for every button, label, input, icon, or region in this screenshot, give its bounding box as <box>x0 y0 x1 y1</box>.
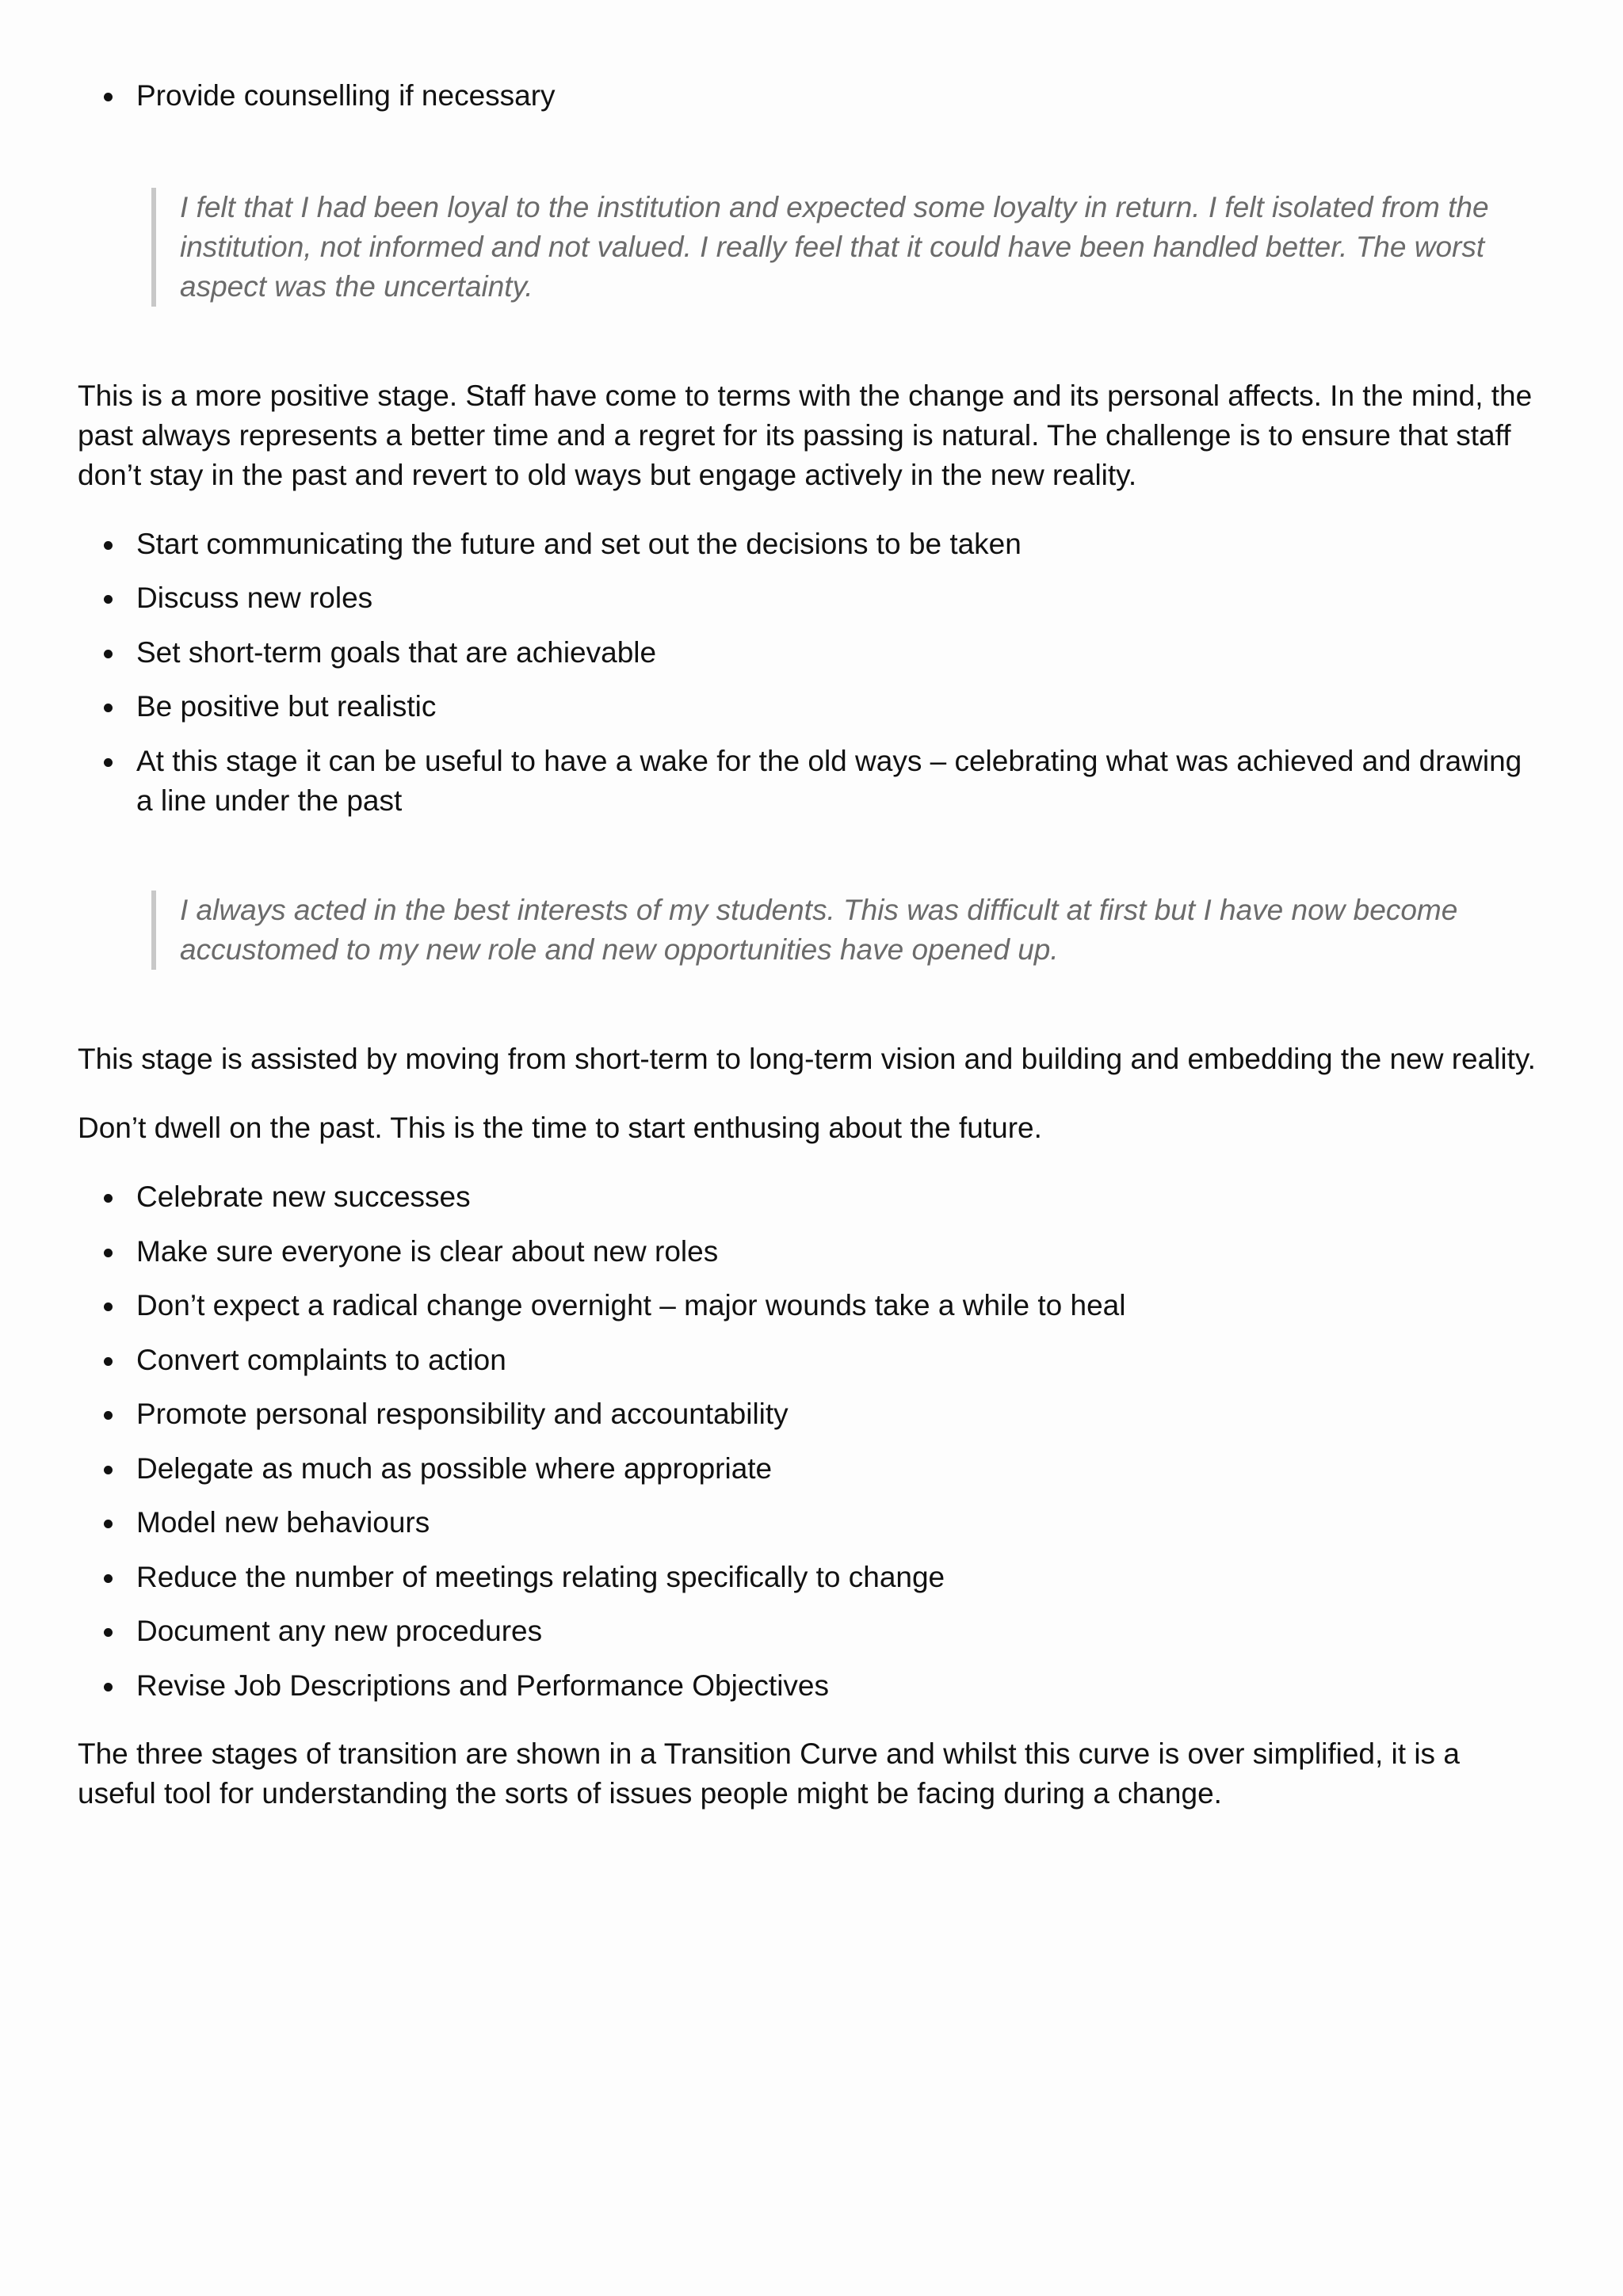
list-item: Make sure everyone is clear about new roles <box>136 1232 1545 1272</box>
list-item: Celebrate new successes <box>136 1177 1545 1217</box>
paragraph-transition-curve: The three stages of transition are shown in a Transition Curve and whilst this curve is over simplified, it is a useful tool for understanding the sorts of issues people might be facing during a change. <box>78 1737 1460 1810</box>
list-item: Document any new procedures <box>136 1611 1545 1651</box>
list-item: Revise Job Descriptions and Performance Objectives <box>136 1666 1545 1706</box>
document-page <box>78 76 1545 1814</box>
list-item: Provide counselling if necessary <box>136 76 1545 116</box>
list-item: Model new behaviours <box>136 1503 1545 1543</box>
list-item: Promote personal responsibility and accountability <box>136 1394 1545 1434</box>
list-item: Discuss new roles <box>136 578 1545 618</box>
list-item: Set short-term goals that are achievable <box>136 633 1545 673</box>
paragraph-assisted: This stage is assisted by moving from short-term to long-term vision and building and embedding the new reality. <box>78 1043 1536 1075</box>
list-item: Don’t expect a radical change overnight – major wounds take a while to heal <box>136 1286 1545 1325</box>
bullet-list-top <box>78 76 1545 116</box>
blockquote-students: I always acted in the best interests of my students. This was difficult at first but I have now become accustomed to my new role and new opportunities have opened up. <box>151 891 1527 970</box>
list-item: Reduce the number of meetings relating specifically to change <box>136 1558 1545 1597</box>
list-item: Delegate as much as possible where appropriate <box>136 1449 1545 1489</box>
bullet-list-middle <box>78 524 1545 821</box>
list-item: Be positive but realistic <box>136 687 1545 727</box>
list-item: Start communicating the future and set out the decisions to be taken <box>136 524 1545 564</box>
list-item: At this stage it can be useful to have a wake for the old ways – celebrating what was achieved and drawing a line under the past <box>136 742 1545 821</box>
list-item: Convert complaints to action <box>136 1341 1545 1380</box>
bullet-list-bottom <box>78 1177 1545 1706</box>
paragraph-positive-stage: This is a more positive stage. Staff have come to terms with the change and its personal affects. In the mind, the past always represents a better time and a regret for its passing is natural. The challenge is to ensure that staff don’t stay in the past and revert to old ways but engage actively in the new reality. <box>78 379 1533 491</box>
blockquote-loyalty: I felt that I had been loyal to the institution and expected some loyalty in return. I felt isolated from the institution, not informed and not valued. I really feel that it could have been handled better. The worst aspect was the uncertainty. <box>151 188 1527 307</box>
paragraph-dont-dwell: Don’t dwell on the past. This is the time to start enthusing about the future. <box>78 1112 1042 1144</box>
